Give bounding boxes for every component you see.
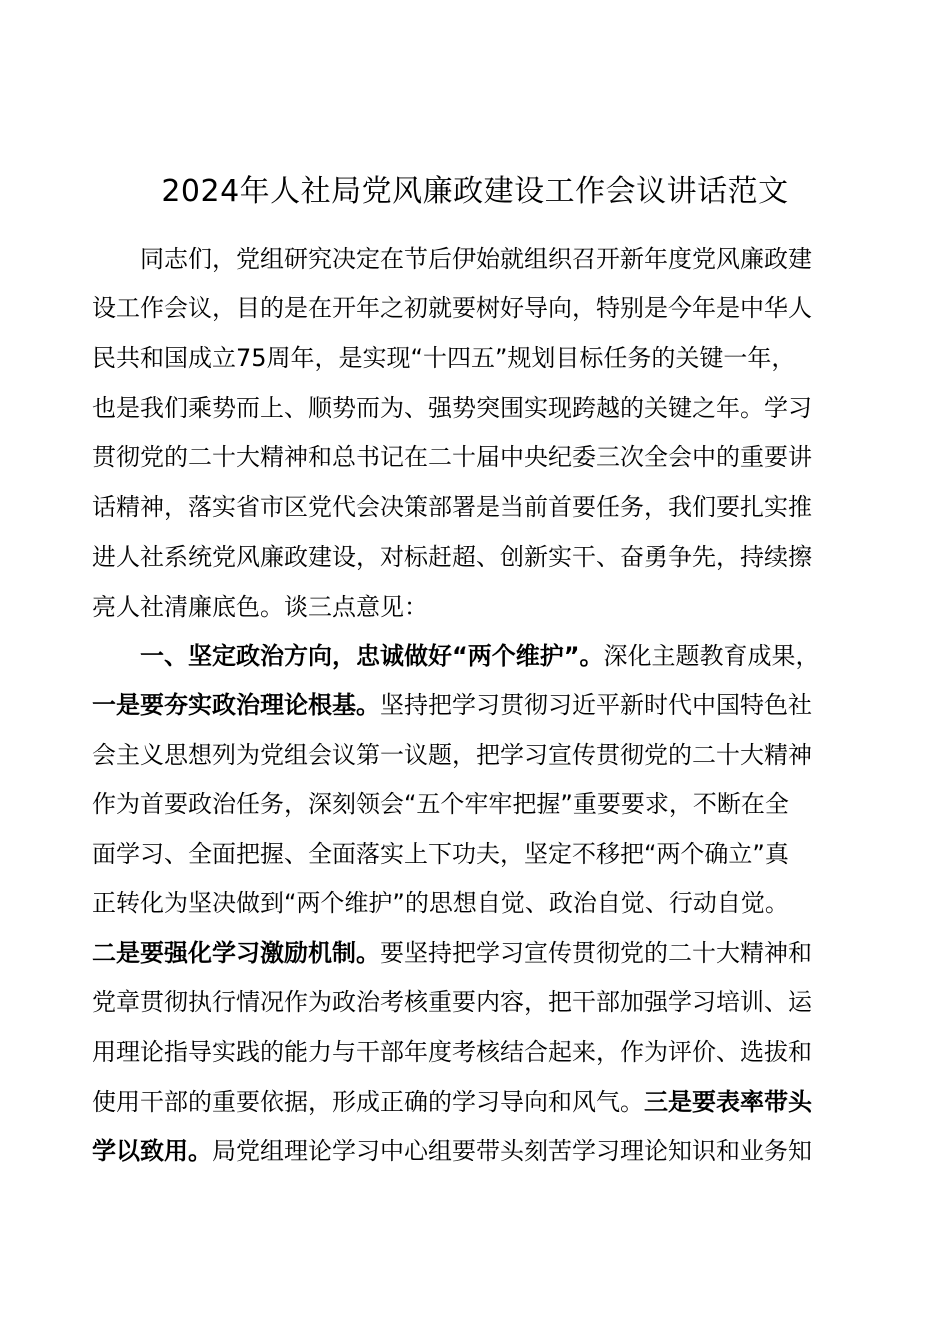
paragraph-line: 进人社系统党风廉政建设，对标赶超、创新实干、奋勇争先，持续擦	[92, 543, 812, 571]
subpoint-heading: 学以致用。	[92, 1137, 212, 1165]
document-title: 2024年人社局党风廉政建设工作会议讲话范文	[161, 174, 789, 209]
paragraph-text: 深化主题教育成果，	[603, 642, 820, 670]
subpoint-heading: 三是要表率带头	[644, 1088, 812, 1116]
paragraph-text: 坚持把学习贯彻习近平新时代中国特色社	[380, 691, 812, 719]
subpoint-heading: 二是要强化学习激励机制。	[92, 939, 380, 967]
paragraph-line	[92, 936, 858, 970]
section-heading-line	[140, 639, 858, 673]
paragraph-line: 话精神，落实省市区党代会决策部署是当前首要任务，我们要扎实推	[92, 493, 812, 521]
paragraph-line: 设工作会议，目的是在开年之初就要树好导向，特别是今年是中华人	[92, 294, 812, 322]
paragraph-line: 用理论指导实践的能力与干部年度考核结合起来，作为评价、选拔和	[92, 1038, 812, 1066]
paragraph-line: 贯彻党的二十大精神和总书记在二十届中央纪委三次全会中的重要讲	[92, 443, 812, 471]
paragraph-line: 同志们，党组研究决定在节后伊始就组织召开新年度党风廉政建	[140, 245, 812, 273]
paragraph-text: 要坚持把学习宣传贯彻党的二十大精神和	[380, 939, 812, 967]
paragraph-line: 党章贯彻执行情况作为政治考核重要内容，把干部加强学习培训、运	[92, 988, 812, 1016]
paragraph-line	[92, 1134, 858, 1168]
paragraph-line	[92, 1085, 858, 1119]
paragraph-line: 作为首要政治任务，深刻领会“五个牢牢把握”重要要求，不断在全	[92, 790, 789, 818]
subpoint-heading: 一是要夯实政治理论根基。	[92, 691, 380, 719]
section-heading: 一、坚定政治方向，忠诚做好“两个维护”。	[140, 642, 604, 670]
paragraph-line: 也是我们乘势而上、顺势而为、强势突围实现跨越的关键之年。学习	[92, 394, 812, 422]
paragraph-text: 使用干部的重要依据，形成正确的学习导向和风气。	[92, 1088, 644, 1116]
paragraph-line: 会主义思想列为党组会议第一议题，把学习宣传贯彻党的二十大精神	[92, 741, 812, 769]
paragraph-line	[92, 688, 858, 722]
paragraph-line: 亮人社清廉底色。谈三点意见：	[92, 593, 428, 621]
paragraph-line: 正转化为坚决做到“两个维护”的思想自觉、政治自觉、行动自觉。	[92, 889, 789, 917]
paragraph-text: 局党组理论学习中心组要带头刻苦学习理论知识和业务知	[212, 1137, 812, 1165]
paragraph-line: 民共和国成立75周年，是实现“十四五”规划目标任务的关键一年，	[92, 344, 796, 372]
paragraph-line: 面学习、全面把握、全面落实上下功夫，坚定不移把“两个确立”真	[92, 840, 789, 868]
